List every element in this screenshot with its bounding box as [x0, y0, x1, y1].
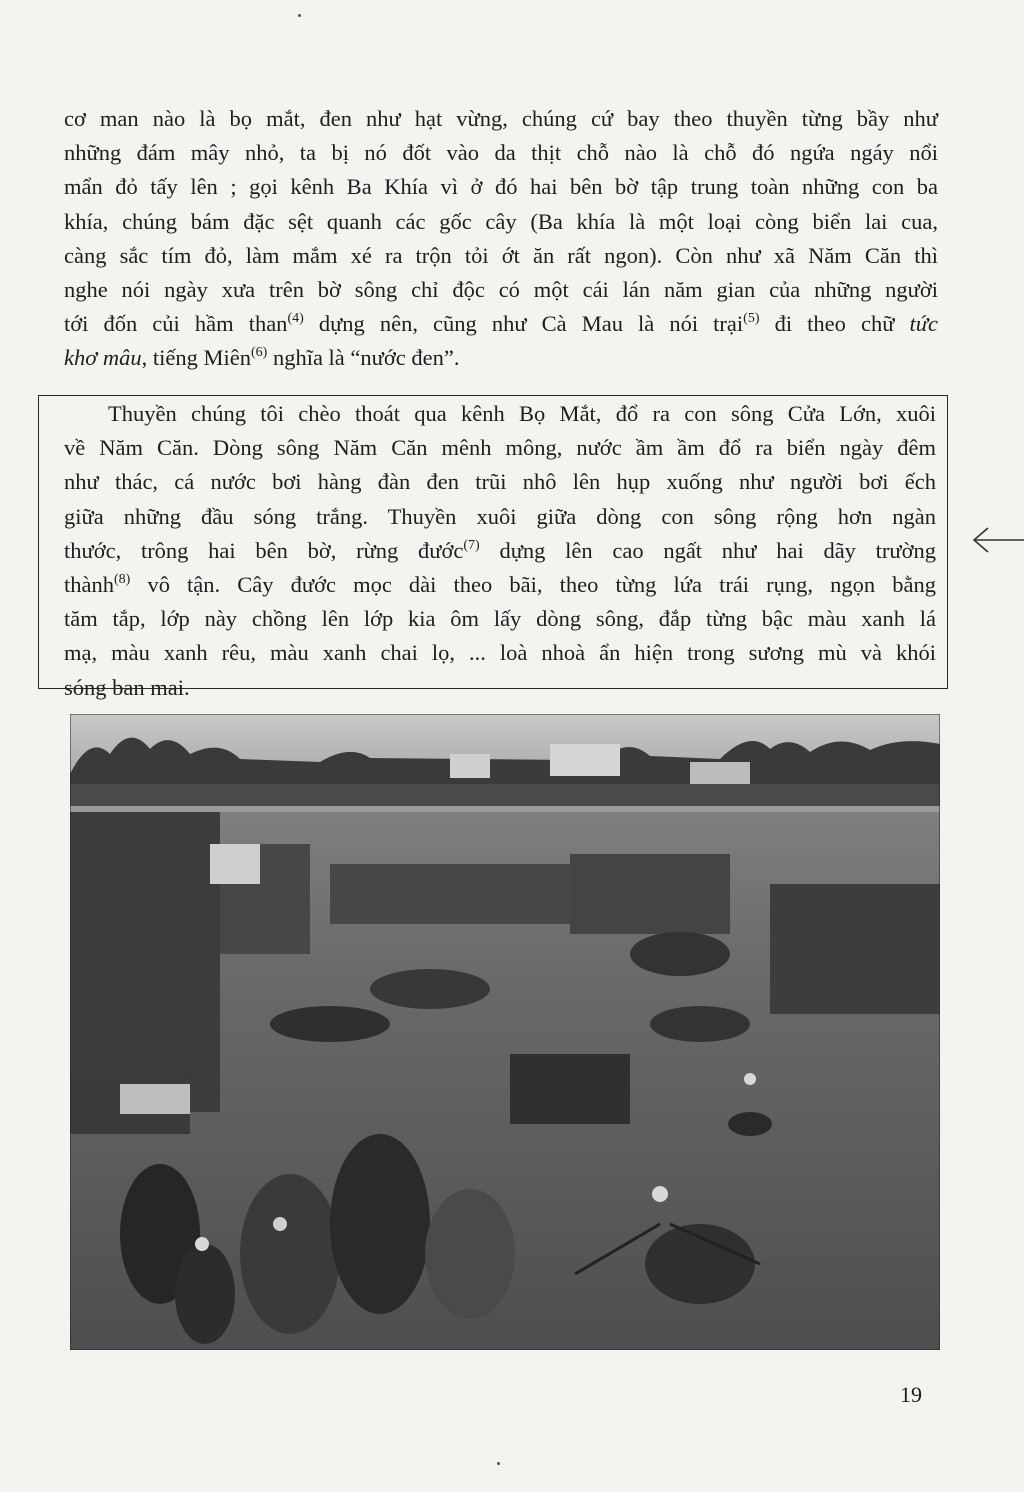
text-line: nghe nói ngày xưa trên bờ sông chỉ độc có một cái lán năm gian của những người	[64, 277, 938, 303]
paper-speck	[298, 14, 301, 17]
boat	[650, 1006, 750, 1042]
boat-cabin	[210, 844, 260, 884]
text-run: nghĩa là “nước đen”.	[267, 345, 460, 371]
conical-hat	[273, 1217, 287, 1231]
building	[550, 744, 620, 776]
italic-term: khơ mâu	[64, 345, 142, 371]
rowing-boat	[728, 1112, 772, 1136]
shoreline	[70, 806, 940, 812]
boat-cluster	[570, 854, 730, 934]
text-run: thành	[64, 572, 114, 598]
boat	[370, 969, 490, 1009]
conical-hat	[652, 1186, 668, 1202]
moored-boats-left	[70, 812, 220, 1112]
text-run: đi theo chữ	[759, 311, 910, 337]
text-run: thước, trông hai bên bờ, rừng đước	[64, 537, 464, 563]
text-line: sóng ban mai.	[64, 674, 190, 700]
boat	[510, 1054, 630, 1124]
floating-market-photo	[70, 714, 940, 1350]
page-number: 19	[900, 1382, 922, 1407]
text-run: , tiếng Miên	[141, 345, 251, 371]
boat-foreground	[175, 1244, 235, 1344]
text-line	[64, 568, 936, 602]
text-line: càng sắc tím đỏ, làm mắm xé ra trộn tỏi ớt ăn rất ngon). Còn như xã Năm Căn thì	[64, 242, 938, 268]
text-line	[64, 341, 938, 375]
text-run: tới đốn củi hầm than	[64, 311, 288, 337]
text-run: dựng nên, cũng như Cà Mau là nói trại	[303, 311, 744, 337]
text-line	[64, 534, 936, 568]
text-line: cơ man nào là bọ mắt, đen như hạt vừng, chúng cứ bay theo thuyền từng bầy như	[64, 106, 938, 131]
text-line: giữa những đầu sóng trắng. Thuyền xuôi giữa dòng con sông rộng hơn ngàn	[64, 503, 936, 529]
paragraph-1	[64, 102, 938, 376]
boat-cluster-right	[770, 884, 940, 1014]
footnote-ref-7: (7)	[463, 537, 480, 553]
text-line: tăm tắp, lớp này chồng lên lớp kia ôm lấy dòng sông, đắp từng bậc màu xanh lá	[64, 606, 936, 632]
paper-speck	[497, 1462, 500, 1465]
boat	[270, 1006, 390, 1042]
footnote-ref-5: (5)	[743, 311, 760, 327]
boat-cluster	[330, 864, 590, 924]
boat-foreground	[240, 1174, 340, 1334]
boat-foreground	[330, 1134, 430, 1314]
text-line: về Năm Căn. Dòng sông Năm Căn mênh mông, nước ầm ầm đổ ra biển ngày đêm	[64, 435, 936, 461]
text-line: mẩn đỏ tấy lên ; gọi kênh Ba Khía vì ở đó hai bên bờ tập trung toàn những con ba	[64, 174, 938, 200]
boat-cargo	[120, 1084, 190, 1114]
text-run: dựng lên cao ngất như hai dãy trường	[479, 537, 937, 563]
text-line: như thác, cá nước bơi hàng đàn đen trũi nhô lên hụp xuống như người bơi ếch	[64, 469, 936, 495]
building	[450, 754, 490, 778]
paragraph-2-excerpt	[64, 397, 936, 705]
riverside-houses	[70, 784, 940, 806]
conical-hat	[195, 1237, 209, 1251]
italic-term: tức	[909, 311, 938, 337]
boat	[630, 932, 730, 976]
footnote-ref-8: (8)	[114, 572, 131, 588]
left-arrow-icon	[970, 526, 1024, 554]
text-line: mạ, màu xanh rêu, màu xanh chai lọ, ... loà nhoà ẩn hiện trong sương mù và khói	[64, 640, 936, 666]
footnote-ref-6: (6)	[250, 345, 268, 361]
text-run: vô tận. Cây đước mọc dài theo bãi, theo từng lứa trái rụng, ngọn bằng	[130, 572, 936, 598]
text-line: những đám mây nhỏ, ta bị nó đốt vào da thịt chỗ nào là chỗ đó ngứa ngáy nổi	[64, 140, 938, 166]
text-line: Thuyền chúng tôi chèo thoát qua kênh Bọ Mắt, đổ ra con sông Cửa Lớn, xuôi	[108, 401, 936, 426]
conical-hat	[744, 1073, 756, 1085]
text-line	[64, 307, 938, 341]
building	[690, 762, 750, 786]
footnote-ref-4: (4)	[287, 311, 304, 327]
boat-foreground	[425, 1189, 515, 1319]
text-line: khía, chúng bám đặc sệt quanh các gốc cây (Ba khía là một loại còng biển lai cua,	[64, 208, 938, 234]
